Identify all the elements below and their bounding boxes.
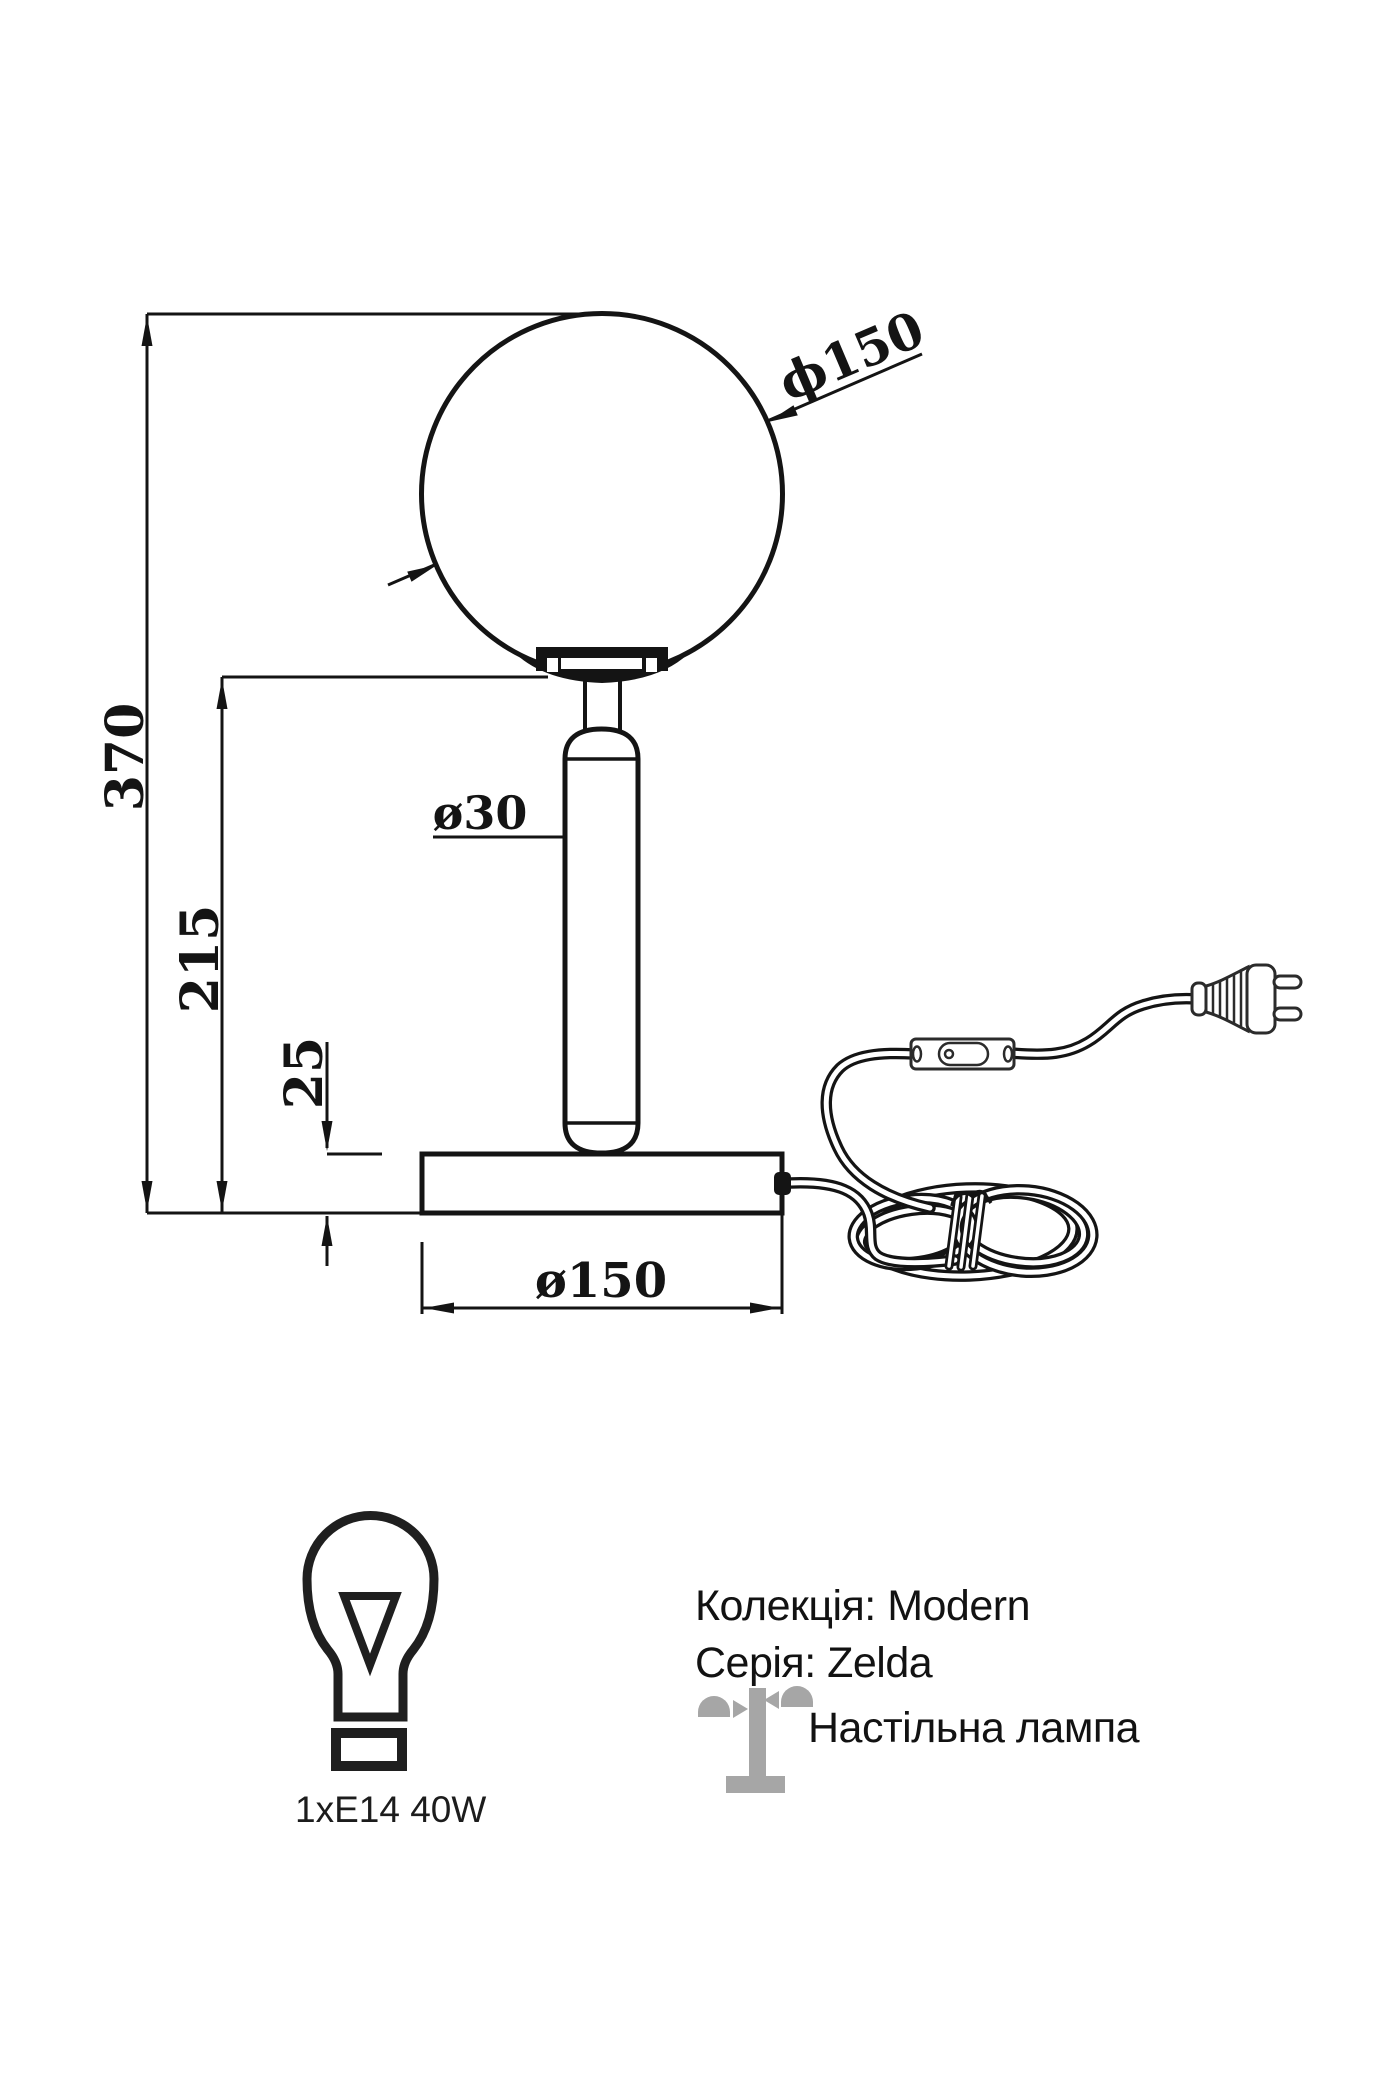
- dim-arrow: [217, 679, 228, 709]
- collar-slot: [561, 658, 642, 669]
- product-type-label: Настільна лампа: [808, 1704, 1140, 1752]
- cord-plug-segment: [1011, 999, 1197, 1055]
- lamp-icon-left-shade: [698, 1696, 730, 1717]
- globe-outline: [422, 314, 783, 675]
- lamp-icon-pole: [749, 1688, 766, 1789]
- bulb-socket: [336, 1733, 402, 1766]
- stem-body: [565, 729, 638, 1153]
- stem-diameter-label: ø30: [432, 786, 528, 840]
- dim-arrow: [217, 1181, 228, 1211]
- plug-body: [1247, 965, 1275, 1033]
- lamp-body: [422, 314, 783, 1214]
- dim-arrow: [142, 1181, 153, 1211]
- light-bulb-icon: [307, 1516, 434, 1767]
- switch-screw: [945, 1050, 953, 1058]
- globe-diameter-label: ϕ150: [769, 299, 933, 413]
- series-label: Серія: Zelda: [695, 1639, 933, 1687]
- plug-grommet: [1192, 983, 1206, 1015]
- switch-cord-entry-right: [1004, 1047, 1012, 1062]
- table-lamp-icon: [698, 1686, 813, 1793]
- dim-arrow: [424, 1303, 454, 1314]
- dim-arrow: [322, 1121, 333, 1151]
- plug-pin: [1274, 976, 1301, 988]
- lamp-base: [422, 1154, 782, 1213]
- dim-arrow: [750, 1303, 780, 1314]
- lamp-icon-right-joint: [764, 1691, 779, 1709]
- collar-notch-left: [547, 658, 558, 672]
- lamp-icon-left-joint: [733, 1700, 748, 1718]
- base-diameter-label: ø150: [534, 1253, 668, 1309]
- collar-notch-right: [646, 658, 657, 672]
- plug-pin: [1274, 1008, 1301, 1020]
- bulb-outline: [307, 1516, 434, 1718]
- power-plug: [1192, 965, 1301, 1033]
- dim-arrow: [142, 316, 153, 346]
- collection-label: Колекція: Modern: [695, 1582, 1030, 1630]
- lamp-icon-base: [726, 1776, 785, 1793]
- bulb-filament-triangle: [344, 1596, 396, 1665]
- dim-370-label: 370: [95, 702, 156, 812]
- cord-exit-nub: [774, 1172, 791, 1195]
- dim-25-label: 25: [274, 1036, 335, 1110]
- inline-switch: [911, 1039, 1014, 1069]
- dim-215-label: 215: [170, 904, 231, 1014]
- switch-cord-entry-left: [913, 1047, 921, 1062]
- bulb-spec-label: 1xE14 40W: [295, 1789, 487, 1830]
